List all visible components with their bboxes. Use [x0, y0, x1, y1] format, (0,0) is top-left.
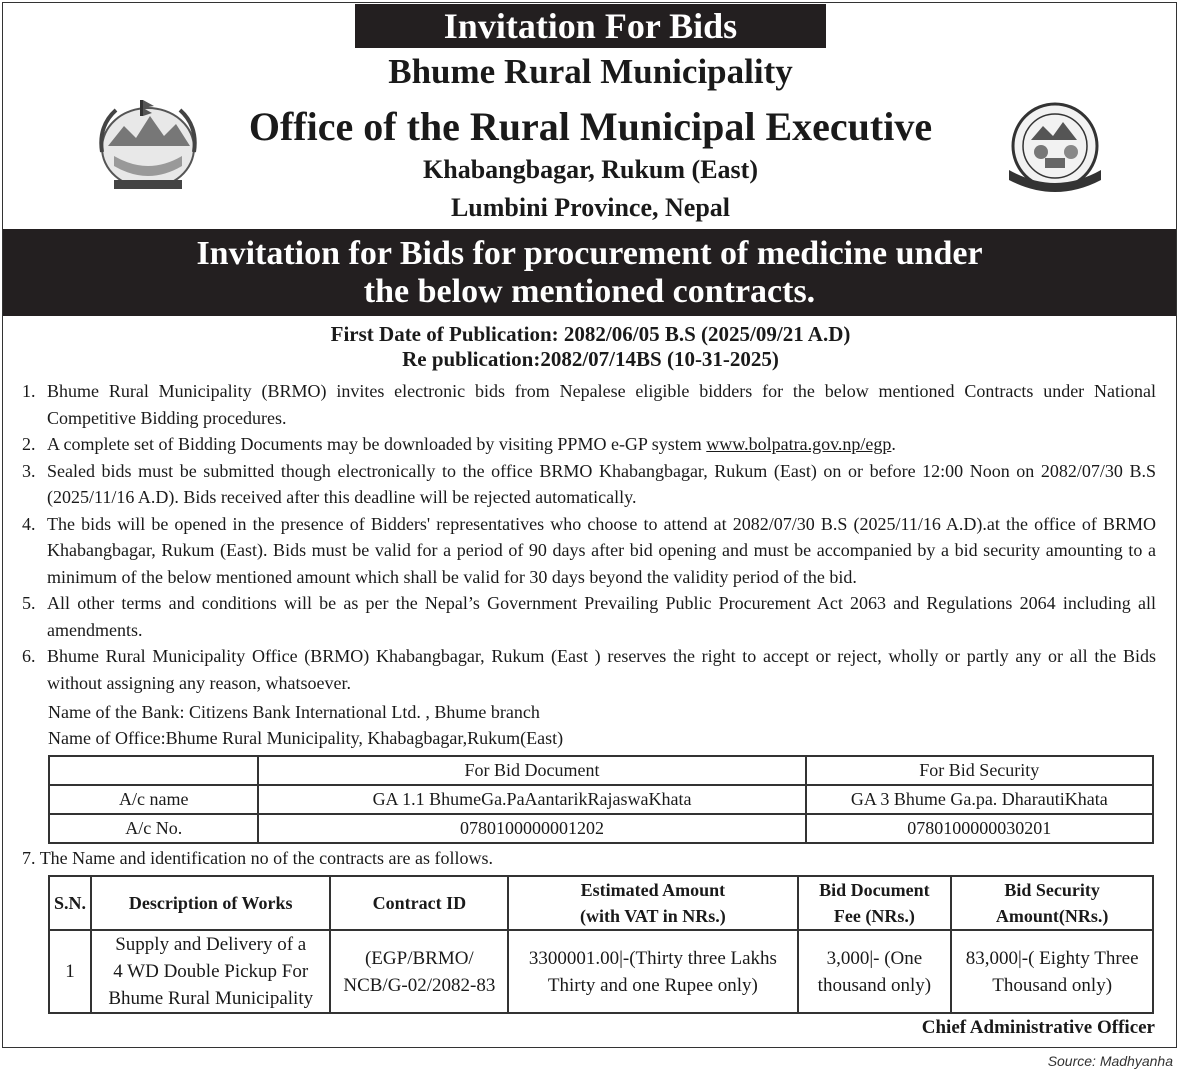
- republication-date: Re publication:2082/07/14BS (10-31-2025): [402, 347, 779, 371]
- table-header-cell: [508, 876, 797, 930]
- list-item: [22, 378, 1156, 431]
- list-item: [22, 590, 1156, 643]
- header-line: (with VAT in NRs.): [580, 906, 726, 926]
- egp-link[interactable]: www.bolpatra.gov.np/egp: [706, 434, 892, 454]
- table-row: [49, 756, 1153, 785]
- item-text: Bhume Rural Municipality Office (BRMO) Khabangbagar, Rukum (East ) reserves the right to accept or reject, wholly or partly any or all the Bids without assigning any reason, whatsoever.: [47, 646, 1156, 693]
- list-item: [22, 643, 1156, 696]
- item-text: [47, 431, 1156, 458]
- table-cell: 0780100000030201: [806, 814, 1153, 843]
- banner-line-2: the below mentioned contracts.: [363, 273, 816, 310]
- item-text: All other terms and conditions will be as per the Nepal’s Government Prevailing Public Procurement Act 2063 and Regulations 2064 including all amendments.: [47, 593, 1156, 640]
- item-number: 3.: [22, 460, 36, 481]
- table-cell: [798, 930, 952, 1013]
- item-text-before: A complete set of Bidding Documents may be downloaded by visiting PPMO e-GP system: [47, 434, 707, 454]
- cell-line: Thirty and one Rupee only): [547, 974, 758, 996]
- table-row: [49, 785, 1153, 814]
- bank-name: Name of the Bank: Citizens Bank International Ltd. , Bhume branch: [48, 702, 540, 722]
- item-number: 5.: [22, 593, 36, 613]
- office-name: Office of the Rural Municipal Executive: [248, 104, 933, 149]
- table-cell: 1: [49, 930, 91, 1013]
- list-item: [22, 458, 1156, 511]
- table-header-cell: Description of Works: [91, 876, 330, 930]
- table-cell: [951, 930, 1153, 1013]
- source-credit: Source: Madhyanha: [1047, 1053, 1173, 1069]
- address-line-1: Khabangbagar, Rukum (East): [423, 155, 758, 184]
- item-number: 1.: [22, 381, 36, 401]
- item-number: 4.: [22, 513, 36, 534]
- item-text: The Name and identification no of the contracts are as follows.: [39, 848, 494, 868]
- table-row: [49, 930, 1153, 1013]
- table-row: [49, 814, 1153, 843]
- cell-line: 3,000|- (One: [826, 947, 923, 969]
- cell-line: (EGP/BRMO/: [364, 947, 474, 969]
- table-cell: A/c No.: [49, 814, 258, 843]
- item-text: Bhume Rural Municipality (BRMO) invites electronic bids from Nepalese eligible bidders for the below mentioned Contracts under National Competitive Bidding procedures.: [47, 381, 1156, 428]
- header-line: Bid Security: [1004, 880, 1100, 900]
- contracts-table: [48, 875, 1154, 1014]
- table-header-row: [49, 876, 1153, 930]
- list-item: [22, 431, 1156, 458]
- cell-line: Supply and Delivery of a: [115, 934, 307, 955]
- table-cell: A/c name: [49, 785, 258, 814]
- table-cell: [49, 756, 258, 785]
- list-item: [22, 848, 493, 869]
- cell-line: Thousand only): [992, 974, 1113, 996]
- item-text: Sealed bids must be submitted though electronically to the office BRMO Khabangbagar, Rukum (East) on or before 12:00 Noon on 2082/07/30 B.S (2025/11/16 A.D). Bids received after this deadline will be rejected automatically.: [47, 460, 1156, 507]
- address-line-2: Lumbini Province, Nepal: [450, 193, 731, 222]
- cell-line: NCB/G-02/2082-83: [343, 974, 496, 996]
- table-cell: [508, 930, 797, 1013]
- cell-line: 83,000|-( Eighty Three: [965, 947, 1139, 969]
- cell-line: 4 WD Double Pickup For: [113, 961, 309, 982]
- header-line: Estimated Amount: [580, 880, 726, 900]
- table-header-cell: For Bid Security: [806, 756, 1153, 785]
- table-header-cell: For Bid Document: [258, 756, 805, 785]
- item-text: The bids will be opened in the presence of Bidders' representatives who choose to attend at 2082/07/30 B.S (2025/11/16 A.D).at the office of BRMO Khabangbagar, Rukum (East). Bids must be valid for a period of 90 days after bid opening and must be accompanied by a bid security amounting to a minimum of the below mentioned amount which shall be valid for 30 days beyond the validity period of the bid.: [47, 513, 1156, 587]
- table-header-cell: [798, 876, 952, 930]
- signature-title: Chief Administrative Officer: [921, 1017, 1155, 1038]
- table-cell: [91, 930, 330, 1013]
- header-line: Amount(NRs.): [995, 906, 1109, 926]
- table-header-cell: Contract ID: [330, 876, 508, 930]
- first-publication-date: First Date of Publication: 2082/06/05 B.S (2025/09/21 A.D): [330, 322, 851, 346]
- table-cell: GA 3 Bhume Ga.pa. DharautiKhata: [806, 785, 1153, 814]
- header-line: Fee (NRs.): [833, 906, 915, 926]
- municipality-name: Bhume Rural Municipality: [388, 52, 793, 91]
- item-number: 6.: [22, 646, 36, 666]
- table-cell: GA 1.1 BhumeGa.PaAantarikRajaswaKhata: [258, 785, 805, 814]
- instructions-list: [22, 378, 1156, 696]
- item-text-after: .: [891, 434, 896, 454]
- banner-line-1: Invitation for Bids for procurement of medicine under: [196, 235, 983, 272]
- table-cell: [330, 930, 508, 1013]
- bank-account-table: [48, 755, 1154, 844]
- list-item: [22, 511, 1156, 591]
- notice-title: Invitation For Bids: [355, 4, 826, 48]
- table-header-cell: [951, 876, 1153, 930]
- cell-line: thousand only): [817, 974, 932, 996]
- item-number: 7.: [22, 848, 36, 868]
- invitation-banner: [3, 229, 1176, 316]
- table-header-cell: S.N.: [49, 876, 91, 930]
- cell-line: 3300001.00|-(Thirty three Lakhs: [528, 947, 777, 969]
- table-cell: 0780100000001202: [258, 814, 805, 843]
- cell-line: Bhume Rural Municipality: [108, 988, 314, 1009]
- item-number: 2.: [22, 434, 36, 454]
- header-line: Bid Document: [819, 880, 930, 900]
- office-account-name: Name of Office:Bhume Rural Municipality, Khabagbagar,Rukum(East): [48, 728, 564, 748]
